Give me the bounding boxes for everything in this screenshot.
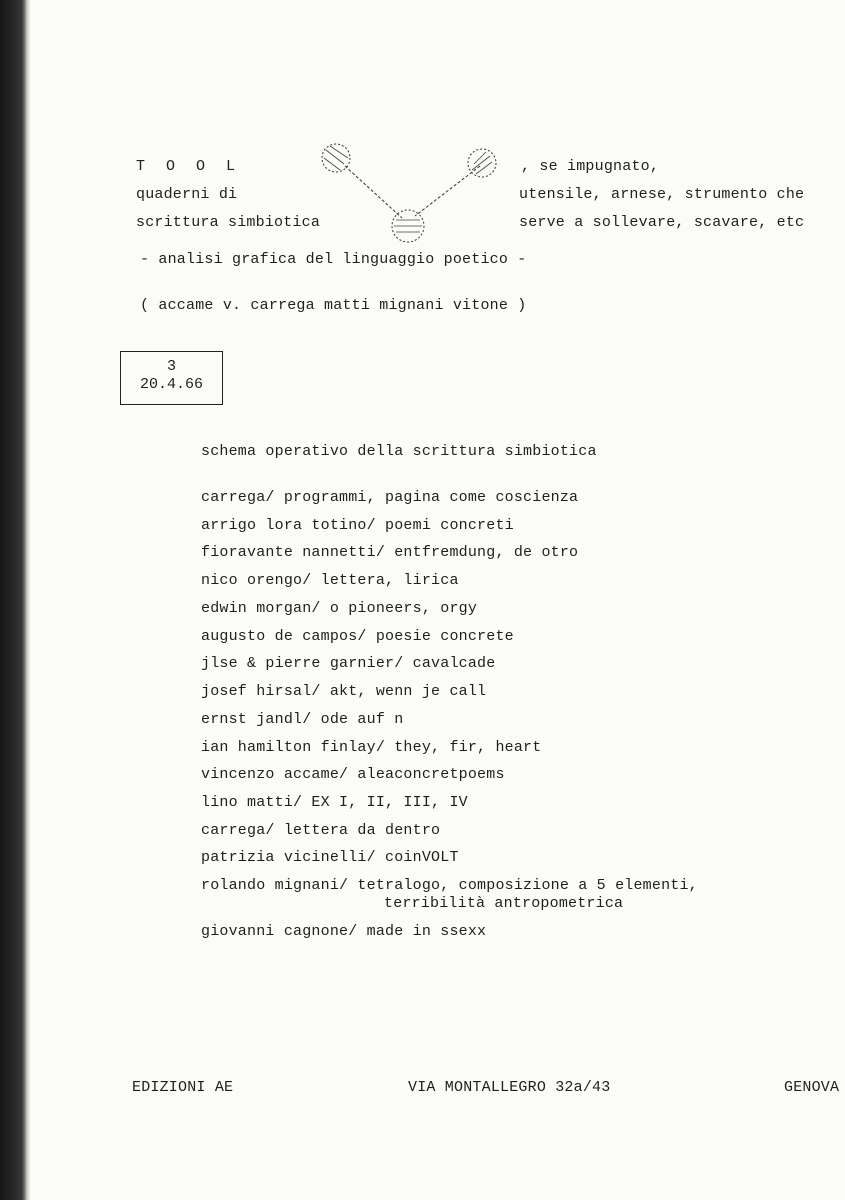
issue-box bbox=[120, 351, 223, 405]
issue-date: 20.4.66 bbox=[139, 376, 203, 393]
contents-item: vincenzo accame/ aleaconcretpoems bbox=[201, 766, 505, 783]
schema-title: schema operativo della scrittura simbiotica bbox=[201, 443, 597, 460]
header-subtitle-line2: scrittura simbiotica bbox=[136, 214, 321, 231]
footer-address: VIA MONTALLEGRO 32a/43 bbox=[408, 1079, 611, 1096]
contents-item-continuation: terribilità antropometrica bbox=[384, 895, 624, 912]
contents-item: giovanni cagnone/ made in ssexx bbox=[201, 923, 487, 940]
definition-line3: serve a sollevare, scavare, etc bbox=[519, 214, 805, 231]
contents-item: rolando mignani/ tetralogo, composizione a 5 elementi, bbox=[201, 877, 698, 894]
contents-item: augusto de campos/ poesie concrete bbox=[201, 628, 514, 645]
header-subtitle-line1: quaderni di bbox=[136, 186, 238, 203]
contents-item: lino matti/ EX I, II, III, IV bbox=[201, 794, 468, 811]
issue-number: 3 bbox=[166, 358, 176, 375]
authors-line: ( accame v. carrega matti mignani vitone ) bbox=[140, 297, 527, 314]
contents-item: fioravante nannetti/ entfremdung, de otro bbox=[201, 544, 579, 561]
page-edge bbox=[26, 0, 30, 1200]
molecule-diagram bbox=[310, 136, 510, 251]
contents-item: arrigo lora totino/ poemi concreti bbox=[201, 517, 514, 534]
contents-item: edwin morgan/ o pioneers, orgy bbox=[201, 600, 478, 617]
footer-city: GENOVA bbox=[784, 1079, 840, 1096]
footer-publisher: EDIZIONI AE bbox=[132, 1079, 234, 1096]
contents-item: ernst jandl/ ode auf n bbox=[201, 711, 404, 728]
contents-item: josef hirsal/ akt, wenn je call bbox=[201, 683, 487, 700]
contents-item: jlse & pierre garnier/ cavalcade bbox=[201, 655, 496, 672]
definition-line1: , se impugnato, bbox=[521, 158, 660, 175]
header-title: T O O L bbox=[136, 158, 242, 175]
contents-item: ian hamilton finlay/ they, fir, heart bbox=[201, 739, 542, 756]
book-binding bbox=[0, 0, 26, 1200]
contents-item: patrizia vicinelli/ coinVOLT bbox=[201, 849, 459, 866]
definition-line2: utensile, arnese, strumento che bbox=[519, 186, 805, 203]
contents-item: nico orengo/ lettera, lirica bbox=[201, 572, 459, 589]
subtitle: - analisi grafica del linguaggio poetico - bbox=[140, 251, 527, 268]
contents-item: carrega/ lettera da dentro bbox=[201, 822, 441, 839]
contents-item: carrega/ programmi, pagina come coscienza bbox=[201, 489, 579, 506]
